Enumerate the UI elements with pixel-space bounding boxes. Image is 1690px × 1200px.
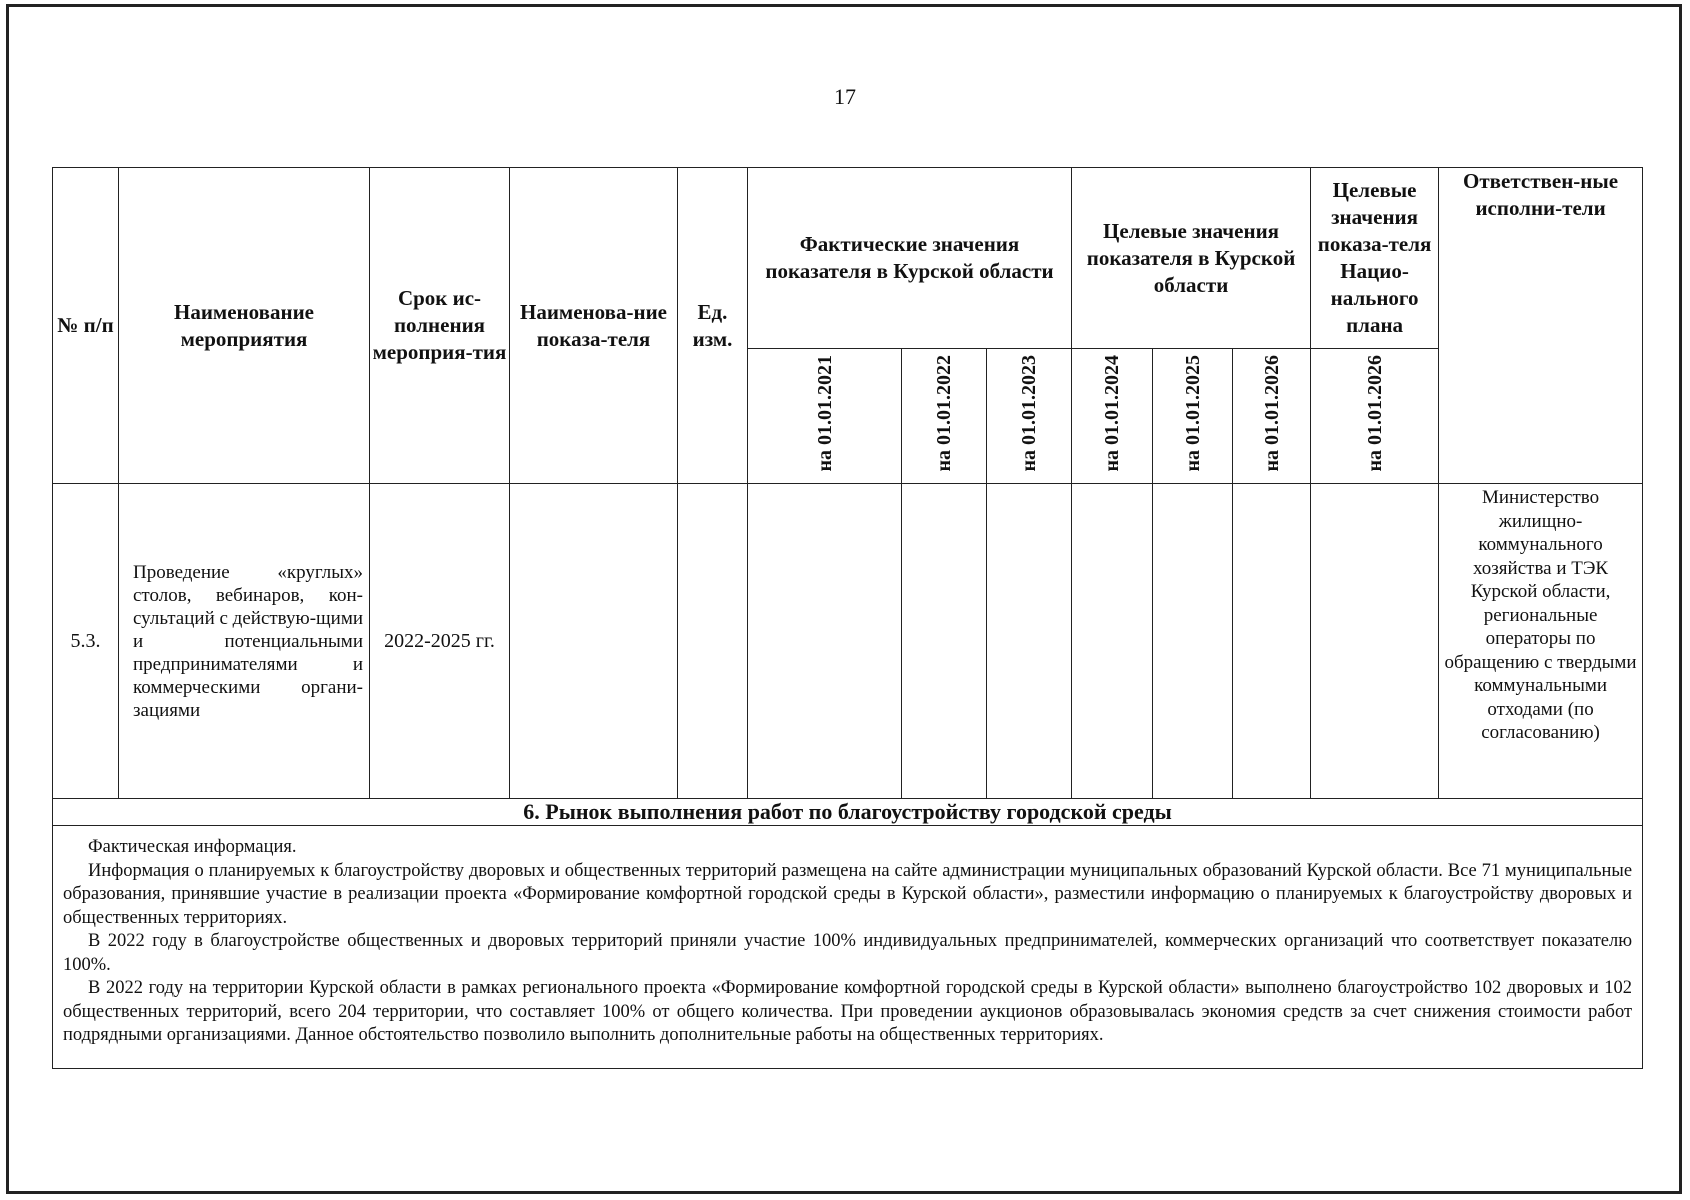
row-unit-empty [678,484,748,799]
row-value-2022-empty [902,484,987,799]
row-term: 2022-2025 гг. [370,484,510,799]
indicator-table [52,167,1643,1069]
header-date-2022: на 01.01.2022 [902,349,987,484]
info-paragraph: Информация о планируемых к благоустройству дворовых и общественных территорий размещена на сайте администрации муниципальных образований Курской области. Все 71 муниципальные образования, принявшие участие в реализации проекта «Формирование комфортной городской среды в Курской области», разместили информацию о планируемых к благоустройству дворовых и общественных территориях. [63,860,1633,928]
row-value-2026-national-empty [1311,484,1439,799]
header-num: № п/п [53,168,119,484]
row-value-2026-empty [1233,484,1311,799]
header-date-2024: на 01.01.2024 [1072,349,1153,484]
header-indicator: Наименова-ние показа-теля [510,168,678,484]
table-row [53,484,1643,799]
row-value-2021-empty [748,484,902,799]
row-responsible: Министерство жилищно-коммунального хозяйства и ТЭК Курской области, региональные операторы по обращению с твердыми коммунальными отходами (по согласованию) [1439,484,1643,799]
section-info [53,826,1643,1069]
page-number: 17 [834,84,856,109]
row-value-2023-empty [987,484,1072,799]
header-date-2025: на 01.01.2025 [1153,349,1233,484]
header-target-group: Целевые значения показателя в Курской области [1072,168,1311,349]
header-actual-group: Фактические значения показателя в Курской области [748,168,1072,349]
header-name: Наименование мероприятия [119,168,370,484]
info-paragraph: В 2022 году в благоустройстве общественных и дворовых территорий приняли участие 100% индивидуальных предпринимателей, коммерческих организаций что соответствует показателю 100%. [63,931,1633,975]
header-unit: Ед. изм. [678,168,748,484]
info-paragraph: В 2022 году на территории Курской области в рамках регионального проекта «Формирование комфортной городской среды в Курской области» выполнено благоустройство 102 дворовых и 102 общественных территорий, всего 204 территории, что составляет 100% от общего количества. При проведении аукционов образовывалась экономия средств за счет снижения стоимости работ подрядными организациями. Данное обстоятельство позволило выполнить дополнительные работы на общественных территориях. [63,978,1633,1045]
header-date-2023: на 01.01.2023 [987,349,1072,484]
row-value-2025-empty [1153,484,1233,799]
header-date-2021: на 01.01.2021 [748,349,902,484]
info-paragraph: Фактическая информация. [88,837,297,857]
section-title: 6. Рынок выполнения работ по благоустройству городской среды [53,799,1643,826]
row-event-name: Проведение «круглых» столов, вебинаров, кон-сультаций с действую-щими и потенциальными предпринимателями и коммерческими органи-зациями [119,484,370,799]
header-date-2026-national: на 01.01.2026 [1311,349,1439,484]
header-responsible: Ответствен-ные исполни-тели [1439,168,1643,484]
row-value-2024-empty [1072,484,1153,799]
row-indicator-empty [510,484,678,799]
header-date-2026: на 01.01.2026 [1233,349,1311,484]
header-term: Срок ис-полнения мероприя-тия [370,168,510,484]
row-num: 5.3. [53,484,119,799]
header-national-group: Целевые значения показа-теля Нацио-нального плана [1311,168,1439,349]
